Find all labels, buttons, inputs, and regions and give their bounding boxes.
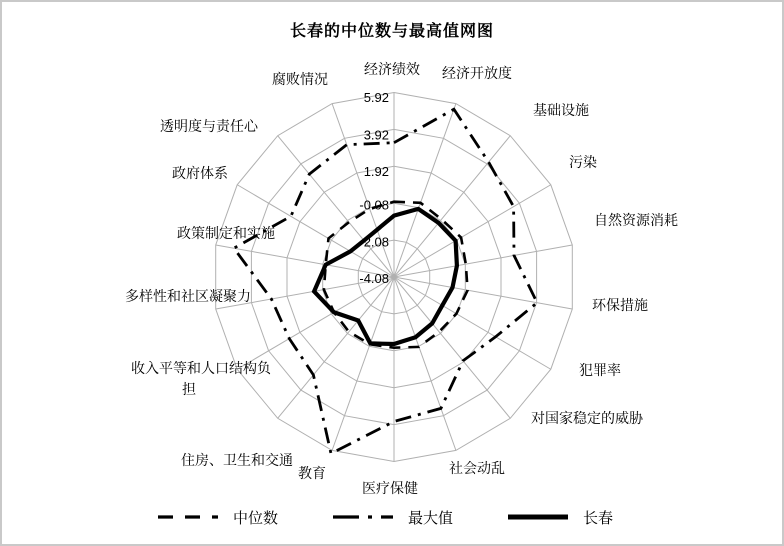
category-label: 污染	[569, 154, 597, 170]
category-label: 对国家稳定的威胁	[531, 410, 643, 426]
category-label: 政府体系	[172, 165, 228, 181]
tick-label: -2.08	[359, 234, 389, 250]
category-label: 住房、卫生和交通	[181, 452, 293, 468]
category-label: 犯罪率	[579, 362, 621, 378]
legend-line-sample	[157, 512, 219, 522]
legend-label: 长春	[583, 509, 614, 527]
chart-legend	[2, 504, 782, 534]
radar-plot-area	[2, 2, 784, 546]
category-label: 自然资源消耗	[594, 212, 678, 228]
category-label: 政策制定和实施	[177, 225, 275, 241]
legend-item	[332, 504, 453, 530]
legend-item	[507, 504, 613, 530]
legend-line-sample	[507, 512, 569, 522]
grid-spoke	[332, 277, 394, 450]
category-label: 经济开放度	[442, 65, 512, 81]
tick-label: -0.08	[359, 197, 389, 213]
category-label: 担	[182, 381, 196, 397]
chart-title: 长春的中位数与最高值网图	[289, 23, 494, 40]
category-label: 环保措施	[592, 297, 648, 313]
category-label: 收入平等和人口结构负	[131, 360, 271, 376]
category-label: 社会动乱	[449, 460, 505, 476]
category-label: 经济绩效	[364, 61, 420, 77]
legend-item	[157, 504, 278, 530]
category-label: 医疗保健	[362, 480, 418, 496]
tick-label: 3.92	[363, 127, 389, 143]
tick-label: 1.92	[363, 164, 389, 179]
tick-label: -4.08	[359, 271, 389, 286]
category-label: 教育	[298, 465, 326, 481]
category-label: 多样性和社区凝聚力	[125, 288, 251, 304]
legend-label: 中位数	[233, 509, 279, 527]
grid-spoke	[394, 104, 456, 277]
legend-label: 最大值	[408, 509, 454, 527]
category-label: 基础设施	[533, 102, 589, 118]
grid-spoke	[394, 277, 456, 450]
tick-label: 5.92	[363, 90, 389, 105]
category-label: 透明度与责任心	[160, 118, 258, 134]
category-label: 腐败情况	[272, 71, 328, 87]
legend-line-sample	[332, 512, 394, 522]
